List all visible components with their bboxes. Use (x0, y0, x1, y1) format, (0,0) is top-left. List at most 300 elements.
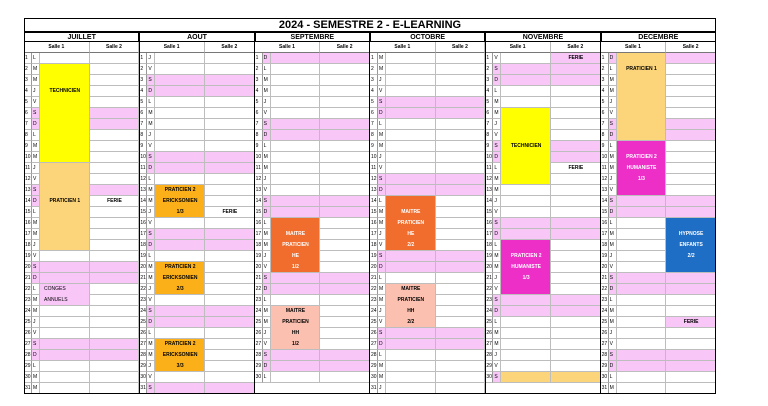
slot-salle-2[interactable] (666, 141, 716, 152)
slot-salle-1[interactable] (617, 262, 667, 273)
slot-salle-2[interactable] (551, 218, 601, 229)
slot-salle-2[interactable] (90, 141, 140, 152)
slot-salle-2[interactable] (436, 251, 486, 262)
slot-salle-2[interactable] (205, 284, 255, 295)
slot-salle-2[interactable] (90, 75, 140, 86)
slot-salle-1[interactable] (155, 306, 205, 317)
slot-salle-2[interactable] (90, 262, 140, 273)
slot-salle-2[interactable] (320, 240, 370, 251)
session-block[interactable] (551, 53, 601, 64)
session-block[interactable] (271, 218, 321, 273)
slot-salle-1[interactable] (617, 361, 667, 372)
slot-salle-2[interactable] (436, 306, 486, 317)
slot-salle-2[interactable] (666, 97, 716, 108)
slot-salle-1[interactable] (155, 53, 205, 64)
slot-salle-2[interactable] (320, 86, 370, 97)
slot-salle-1[interactable] (386, 273, 436, 284)
slot-salle-2[interactable] (436, 372, 486, 383)
slot-salle-2[interactable] (666, 130, 716, 141)
slot-salle-1[interactable] (617, 317, 667, 328)
slot-salle-2[interactable] (436, 284, 486, 295)
slot-salle-1[interactable] (386, 262, 436, 273)
slot-salle-2[interactable] (205, 196, 255, 207)
slot-salle-1[interactable] (40, 306, 90, 317)
slot-salle-1[interactable] (617, 284, 667, 295)
slot-salle-2[interactable] (436, 383, 486, 394)
slot-salle-1[interactable] (40, 339, 90, 350)
slot-salle-2[interactable] (551, 350, 601, 361)
slot-salle-2[interactable] (205, 97, 255, 108)
slot-salle-1[interactable] (40, 53, 90, 64)
slot-salle-2[interactable] (205, 229, 255, 240)
slot-salle-1[interactable] (501, 361, 551, 372)
slot-salle-2[interactable] (320, 229, 370, 240)
slot-salle-1[interactable] (386, 328, 436, 339)
slot-salle-2[interactable] (436, 240, 486, 251)
slot-salle-2[interactable] (666, 207, 716, 218)
slot-salle-1[interactable] (501, 75, 551, 86)
slot-salle-2[interactable] (551, 284, 601, 295)
slot-salle-2[interactable] (320, 53, 370, 64)
slot-salle-1[interactable] (155, 97, 205, 108)
session-block[interactable] (205, 207, 255, 218)
slot-salle-2[interactable] (551, 262, 601, 273)
slot-salle-1[interactable] (501, 350, 551, 361)
slot-salle-1[interactable] (386, 130, 436, 141)
slot-salle-1[interactable] (386, 108, 436, 119)
slot-salle-1[interactable] (386, 350, 436, 361)
slot-salle-2[interactable] (90, 240, 140, 251)
slot-salle-2[interactable] (666, 163, 716, 174)
slot-salle-2[interactable] (205, 86, 255, 97)
slot-salle-2[interactable] (320, 306, 370, 317)
slot-salle-1[interactable] (386, 383, 436, 394)
slot-salle-1[interactable] (271, 130, 321, 141)
slot-salle-2[interactable] (90, 86, 140, 97)
slot-salle-2[interactable] (436, 185, 486, 196)
slot-salle-1[interactable] (271, 174, 321, 185)
slot-salle-2[interactable] (205, 141, 255, 152)
slot-salle-2[interactable] (551, 152, 601, 163)
slot-salle-2[interactable] (205, 361, 255, 372)
slot-salle-1[interactable] (617, 339, 667, 350)
slot-salle-1[interactable] (386, 141, 436, 152)
slot-salle-2[interactable] (205, 75, 255, 86)
slot-salle-2[interactable] (436, 53, 486, 64)
slot-salle-2[interactable] (205, 53, 255, 64)
slot-salle-2[interactable] (320, 251, 370, 262)
slot-salle-2[interactable] (205, 372, 255, 383)
slot-salle-2[interactable] (320, 130, 370, 141)
session-block[interactable] (551, 163, 601, 174)
slot-salle-2[interactable] (436, 119, 486, 130)
slot-salle-1[interactable] (617, 295, 667, 306)
slot-salle-2[interactable] (90, 295, 140, 306)
slot-salle-2[interactable] (320, 284, 370, 295)
slot-salle-1[interactable] (271, 64, 321, 75)
slot-salle-1[interactable] (501, 97, 551, 108)
slot-salle-1[interactable] (386, 174, 436, 185)
slot-salle-2[interactable] (551, 119, 601, 130)
slot-salle-2[interactable] (90, 185, 140, 196)
slot-salle-2[interactable] (90, 53, 140, 64)
slot-salle-1[interactable] (155, 152, 205, 163)
slot-salle-2[interactable] (551, 361, 601, 372)
slot-salle-2[interactable] (551, 108, 601, 119)
slot-salle-2[interactable] (320, 108, 370, 119)
slot-salle-1[interactable] (271, 152, 321, 163)
slot-salle-2[interactable] (90, 163, 140, 174)
slot-salle-1[interactable] (271, 372, 321, 383)
slot-salle-1[interactable] (386, 75, 436, 86)
slot-salle-2[interactable] (205, 174, 255, 185)
slot-salle-2[interactable] (90, 130, 140, 141)
slot-salle-2[interactable] (666, 174, 716, 185)
slot-salle-1[interactable] (271, 361, 321, 372)
session-block[interactable] (155, 262, 205, 295)
session-block[interactable] (271, 306, 321, 350)
slot-salle-1[interactable] (271, 141, 321, 152)
slot-salle-2[interactable] (90, 64, 140, 75)
slot-salle-2[interactable] (90, 251, 140, 262)
session-block[interactable] (155, 185, 205, 218)
slot-salle-1[interactable] (501, 196, 551, 207)
slot-salle-2[interactable] (666, 64, 716, 75)
slot-salle-1[interactable] (386, 185, 436, 196)
slot-salle-2[interactable] (205, 185, 255, 196)
slot-salle-2[interactable] (551, 229, 601, 240)
slot-salle-2[interactable] (90, 339, 140, 350)
slot-salle-1[interactable] (617, 251, 667, 262)
slot-salle-2[interactable] (436, 141, 486, 152)
slot-salle-1[interactable] (40, 350, 90, 361)
slot-salle-1[interactable] (155, 328, 205, 339)
slot-salle-1[interactable] (271, 196, 321, 207)
slot-salle-2[interactable] (666, 273, 716, 284)
slot-salle-2[interactable] (436, 163, 486, 174)
slot-salle-1[interactable] (40, 383, 90, 394)
slot-salle-1[interactable] (155, 229, 205, 240)
slot-salle-1[interactable] (617, 240, 667, 251)
slot-salle-2[interactable] (551, 185, 601, 196)
session-block[interactable] (501, 240, 551, 295)
slot-salle-2[interactable] (90, 108, 140, 119)
slot-salle-2[interactable] (436, 64, 486, 75)
slot-salle-2[interactable] (551, 339, 601, 350)
slot-salle-1[interactable] (155, 295, 205, 306)
slot-salle-2[interactable] (666, 383, 716, 394)
slot-salle-2[interactable] (551, 64, 601, 75)
slot-salle-2[interactable] (90, 372, 140, 383)
slot-salle-1[interactable] (386, 97, 436, 108)
slot-salle-2[interactable] (90, 350, 140, 361)
slot-salle-1[interactable] (271, 273, 321, 284)
slot-salle-1[interactable] (271, 295, 321, 306)
slot-salle-2[interactable] (205, 383, 255, 394)
session-block[interactable] (386, 196, 436, 251)
slot-salle-2[interactable] (666, 119, 716, 130)
slot-salle-2[interactable] (320, 119, 370, 130)
slot-salle-2[interactable] (551, 130, 601, 141)
slot-salle-2[interactable] (90, 306, 140, 317)
slot-salle-2[interactable] (666, 53, 716, 64)
slot-salle-2[interactable] (436, 97, 486, 108)
slot-salle-1[interactable] (617, 207, 667, 218)
slot-salle-1[interactable] (617, 328, 667, 339)
session-block[interactable] (501, 108, 551, 185)
slot-salle-2[interactable] (666, 196, 716, 207)
slot-salle-2[interactable] (666, 339, 716, 350)
slot-salle-2[interactable] (90, 317, 140, 328)
slot-salle-2[interactable] (205, 350, 255, 361)
slot-salle-2[interactable] (320, 207, 370, 218)
slot-salle-2[interactable] (320, 75, 370, 86)
slot-salle-2[interactable] (320, 218, 370, 229)
slot-salle-1[interactable] (40, 328, 90, 339)
slot-salle-1[interactable] (501, 185, 551, 196)
slot-salle-2[interactable] (666, 295, 716, 306)
slot-salle-1[interactable] (155, 383, 205, 394)
slot-salle-2[interactable] (551, 240, 601, 251)
slot-salle-1[interactable] (155, 108, 205, 119)
slot-salle-1[interactable] (155, 372, 205, 383)
slot-salle-2[interactable] (90, 152, 140, 163)
slot-salle-2[interactable] (666, 108, 716, 119)
slot-salle-2[interactable] (436, 339, 486, 350)
slot-salle-2[interactable] (436, 361, 486, 372)
session-block[interactable] (666, 317, 716, 328)
slot-salle-1[interactable] (40, 262, 90, 273)
slot-salle-1[interactable] (271, 53, 321, 64)
slot-salle-2[interactable] (205, 108, 255, 119)
slot-salle-1[interactable] (271, 119, 321, 130)
slot-salle-1[interactable] (386, 53, 436, 64)
slot-salle-2[interactable] (320, 317, 370, 328)
slot-salle-1[interactable] (155, 163, 205, 174)
slot-salle-2[interactable] (90, 383, 140, 394)
slot-salle-2[interactable] (666, 185, 716, 196)
slot-salle-2[interactable] (205, 64, 255, 75)
slot-salle-1[interactable] (155, 86, 205, 97)
slot-salle-1[interactable] (271, 108, 321, 119)
slot-salle-2[interactable] (436, 196, 486, 207)
slot-salle-2[interactable] (320, 350, 370, 361)
slot-salle-1[interactable] (617, 273, 667, 284)
slot-salle-2[interactable] (666, 361, 716, 372)
session-block[interactable] (617, 53, 667, 141)
slot-salle-2[interactable] (205, 251, 255, 262)
slot-salle-2[interactable] (205, 152, 255, 163)
slot-salle-1[interactable] (386, 163, 436, 174)
slot-salle-1[interactable] (155, 119, 205, 130)
slot-salle-1[interactable] (386, 152, 436, 163)
slot-salle-1[interactable] (617, 218, 667, 229)
slot-salle-1[interactable] (617, 196, 667, 207)
session-block[interactable] (90, 196, 140, 207)
slot-salle-2[interactable] (551, 97, 601, 108)
slot-salle-2[interactable] (551, 207, 601, 218)
slot-salle-1[interactable] (501, 218, 551, 229)
session-block[interactable] (40, 64, 90, 163)
slot-salle-1[interactable] (40, 372, 90, 383)
session-block[interactable] (155, 339, 205, 372)
slot-salle-2[interactable] (666, 306, 716, 317)
slot-salle-1[interactable] (271, 75, 321, 86)
slot-salle-1[interactable] (40, 251, 90, 262)
slot-salle-2[interactable] (205, 240, 255, 251)
slot-salle-1[interactable] (386, 372, 436, 383)
session-block[interactable] (551, 372, 601, 383)
slot-salle-1[interactable] (501, 53, 551, 64)
slot-salle-2[interactable] (90, 218, 140, 229)
slot-salle-2[interactable] (436, 317, 486, 328)
slot-salle-2[interactable] (205, 317, 255, 328)
slot-salle-2[interactable] (320, 361, 370, 372)
slot-salle-2[interactable] (205, 262, 255, 273)
slot-salle-2[interactable] (205, 328, 255, 339)
slot-salle-1[interactable] (501, 339, 551, 350)
slot-salle-1[interactable] (271, 207, 321, 218)
slot-salle-2[interactable] (551, 196, 601, 207)
slot-salle-2[interactable] (90, 328, 140, 339)
slot-salle-2[interactable] (551, 174, 601, 185)
session-block[interactable] (40, 163, 90, 251)
slot-salle-2[interactable] (205, 130, 255, 141)
slot-salle-2[interactable] (551, 251, 601, 262)
session-block[interactable] (617, 141, 667, 196)
slot-salle-1[interactable] (386, 119, 436, 130)
slot-salle-1[interactable] (155, 251, 205, 262)
slot-salle-2[interactable] (436, 262, 486, 273)
slot-salle-2[interactable] (320, 262, 370, 273)
slot-salle-1[interactable] (501, 229, 551, 240)
slot-salle-2[interactable] (320, 339, 370, 350)
session-block[interactable] (40, 284, 90, 306)
session-block[interactable] (501, 372, 551, 383)
slot-salle-2[interactable] (666, 75, 716, 86)
slot-salle-1[interactable] (501, 317, 551, 328)
session-block[interactable] (386, 284, 436, 328)
slot-salle-2[interactable] (205, 163, 255, 174)
slot-salle-2[interactable] (551, 86, 601, 97)
slot-salle-2[interactable] (205, 119, 255, 130)
slot-salle-2[interactable] (205, 339, 255, 350)
slot-salle-2[interactable] (551, 75, 601, 86)
slot-salle-2[interactable] (320, 295, 370, 306)
slot-salle-1[interactable] (617, 229, 667, 240)
slot-salle-2[interactable] (320, 64, 370, 75)
slot-salle-2[interactable] (436, 218, 486, 229)
slot-salle-2[interactable] (436, 350, 486, 361)
slot-salle-1[interactable] (501, 328, 551, 339)
slot-salle-2[interactable] (90, 174, 140, 185)
slot-salle-2[interactable] (666, 152, 716, 163)
slot-salle-2[interactable] (320, 185, 370, 196)
slot-salle-1[interactable] (155, 141, 205, 152)
slot-salle-2[interactable] (436, 130, 486, 141)
slot-salle-1[interactable] (271, 97, 321, 108)
slot-salle-1[interactable] (617, 383, 667, 394)
slot-salle-1[interactable] (386, 361, 436, 372)
slot-salle-2[interactable] (436, 174, 486, 185)
slot-salle-2[interactable] (90, 97, 140, 108)
session-block[interactable] (666, 218, 716, 273)
slot-salle-2[interactable] (436, 108, 486, 119)
slot-salle-2[interactable] (551, 295, 601, 306)
slot-salle-1[interactable] (271, 350, 321, 361)
slot-salle-2[interactable] (90, 119, 140, 130)
slot-salle-1[interactable] (501, 207, 551, 218)
slot-salle-2[interactable] (205, 273, 255, 284)
slot-salle-1[interactable] (617, 306, 667, 317)
slot-salle-2[interactable] (436, 273, 486, 284)
slot-salle-2[interactable] (666, 372, 716, 383)
slot-salle-1[interactable] (40, 361, 90, 372)
slot-salle-2[interactable] (90, 284, 140, 295)
slot-salle-2[interactable] (90, 229, 140, 240)
slot-salle-1[interactable] (155, 317, 205, 328)
slot-salle-2[interactable] (666, 328, 716, 339)
slot-salle-1[interactable] (501, 306, 551, 317)
slot-salle-2[interactable] (205, 218, 255, 229)
slot-salle-1[interactable] (501, 64, 551, 75)
slot-salle-1[interactable] (386, 64, 436, 75)
slot-salle-2[interactable] (551, 306, 601, 317)
slot-salle-2[interactable] (666, 86, 716, 97)
slot-salle-2[interactable] (320, 141, 370, 152)
slot-salle-1[interactable] (386, 86, 436, 97)
slot-salle-2[interactable] (551, 141, 601, 152)
slot-salle-1[interactable] (155, 240, 205, 251)
slot-salle-2[interactable] (551, 328, 601, 339)
slot-salle-1[interactable] (155, 218, 205, 229)
slot-salle-2[interactable] (320, 174, 370, 185)
slot-salle-1[interactable] (271, 163, 321, 174)
slot-salle-2[interactable] (551, 273, 601, 284)
slot-salle-1[interactable] (501, 86, 551, 97)
slot-salle-1[interactable] (271, 284, 321, 295)
slot-salle-1[interactable] (155, 64, 205, 75)
slot-salle-2[interactable] (205, 295, 255, 306)
slot-salle-2[interactable] (436, 86, 486, 97)
slot-salle-2[interactable] (90, 361, 140, 372)
slot-salle-2[interactable] (320, 372, 370, 383)
slot-salle-2[interactable] (436, 295, 486, 306)
slot-salle-2[interactable] (90, 273, 140, 284)
slot-salle-1[interactable] (271, 86, 321, 97)
slot-salle-2[interactable] (205, 306, 255, 317)
slot-salle-1[interactable] (617, 350, 667, 361)
slot-salle-1[interactable] (501, 295, 551, 306)
slot-salle-2[interactable] (90, 207, 140, 218)
slot-salle-2[interactable] (666, 350, 716, 361)
slot-salle-1[interactable] (40, 317, 90, 328)
slot-salle-2[interactable] (320, 163, 370, 174)
slot-salle-1[interactable] (40, 273, 90, 284)
slot-salle-2[interactable] (320, 97, 370, 108)
slot-salle-2[interactable] (320, 273, 370, 284)
slot-salle-2[interactable] (436, 229, 486, 240)
slot-salle-1[interactable] (155, 174, 205, 185)
slot-salle-2[interactable] (320, 328, 370, 339)
slot-salle-2[interactable] (320, 196, 370, 207)
slot-salle-1[interactable] (155, 75, 205, 86)
slot-salle-1[interactable] (271, 185, 321, 196)
slot-salle-2[interactable] (436, 152, 486, 163)
slot-salle-2[interactable] (436, 328, 486, 339)
slot-salle-2[interactable] (436, 207, 486, 218)
slot-salle-2[interactable] (666, 284, 716, 295)
